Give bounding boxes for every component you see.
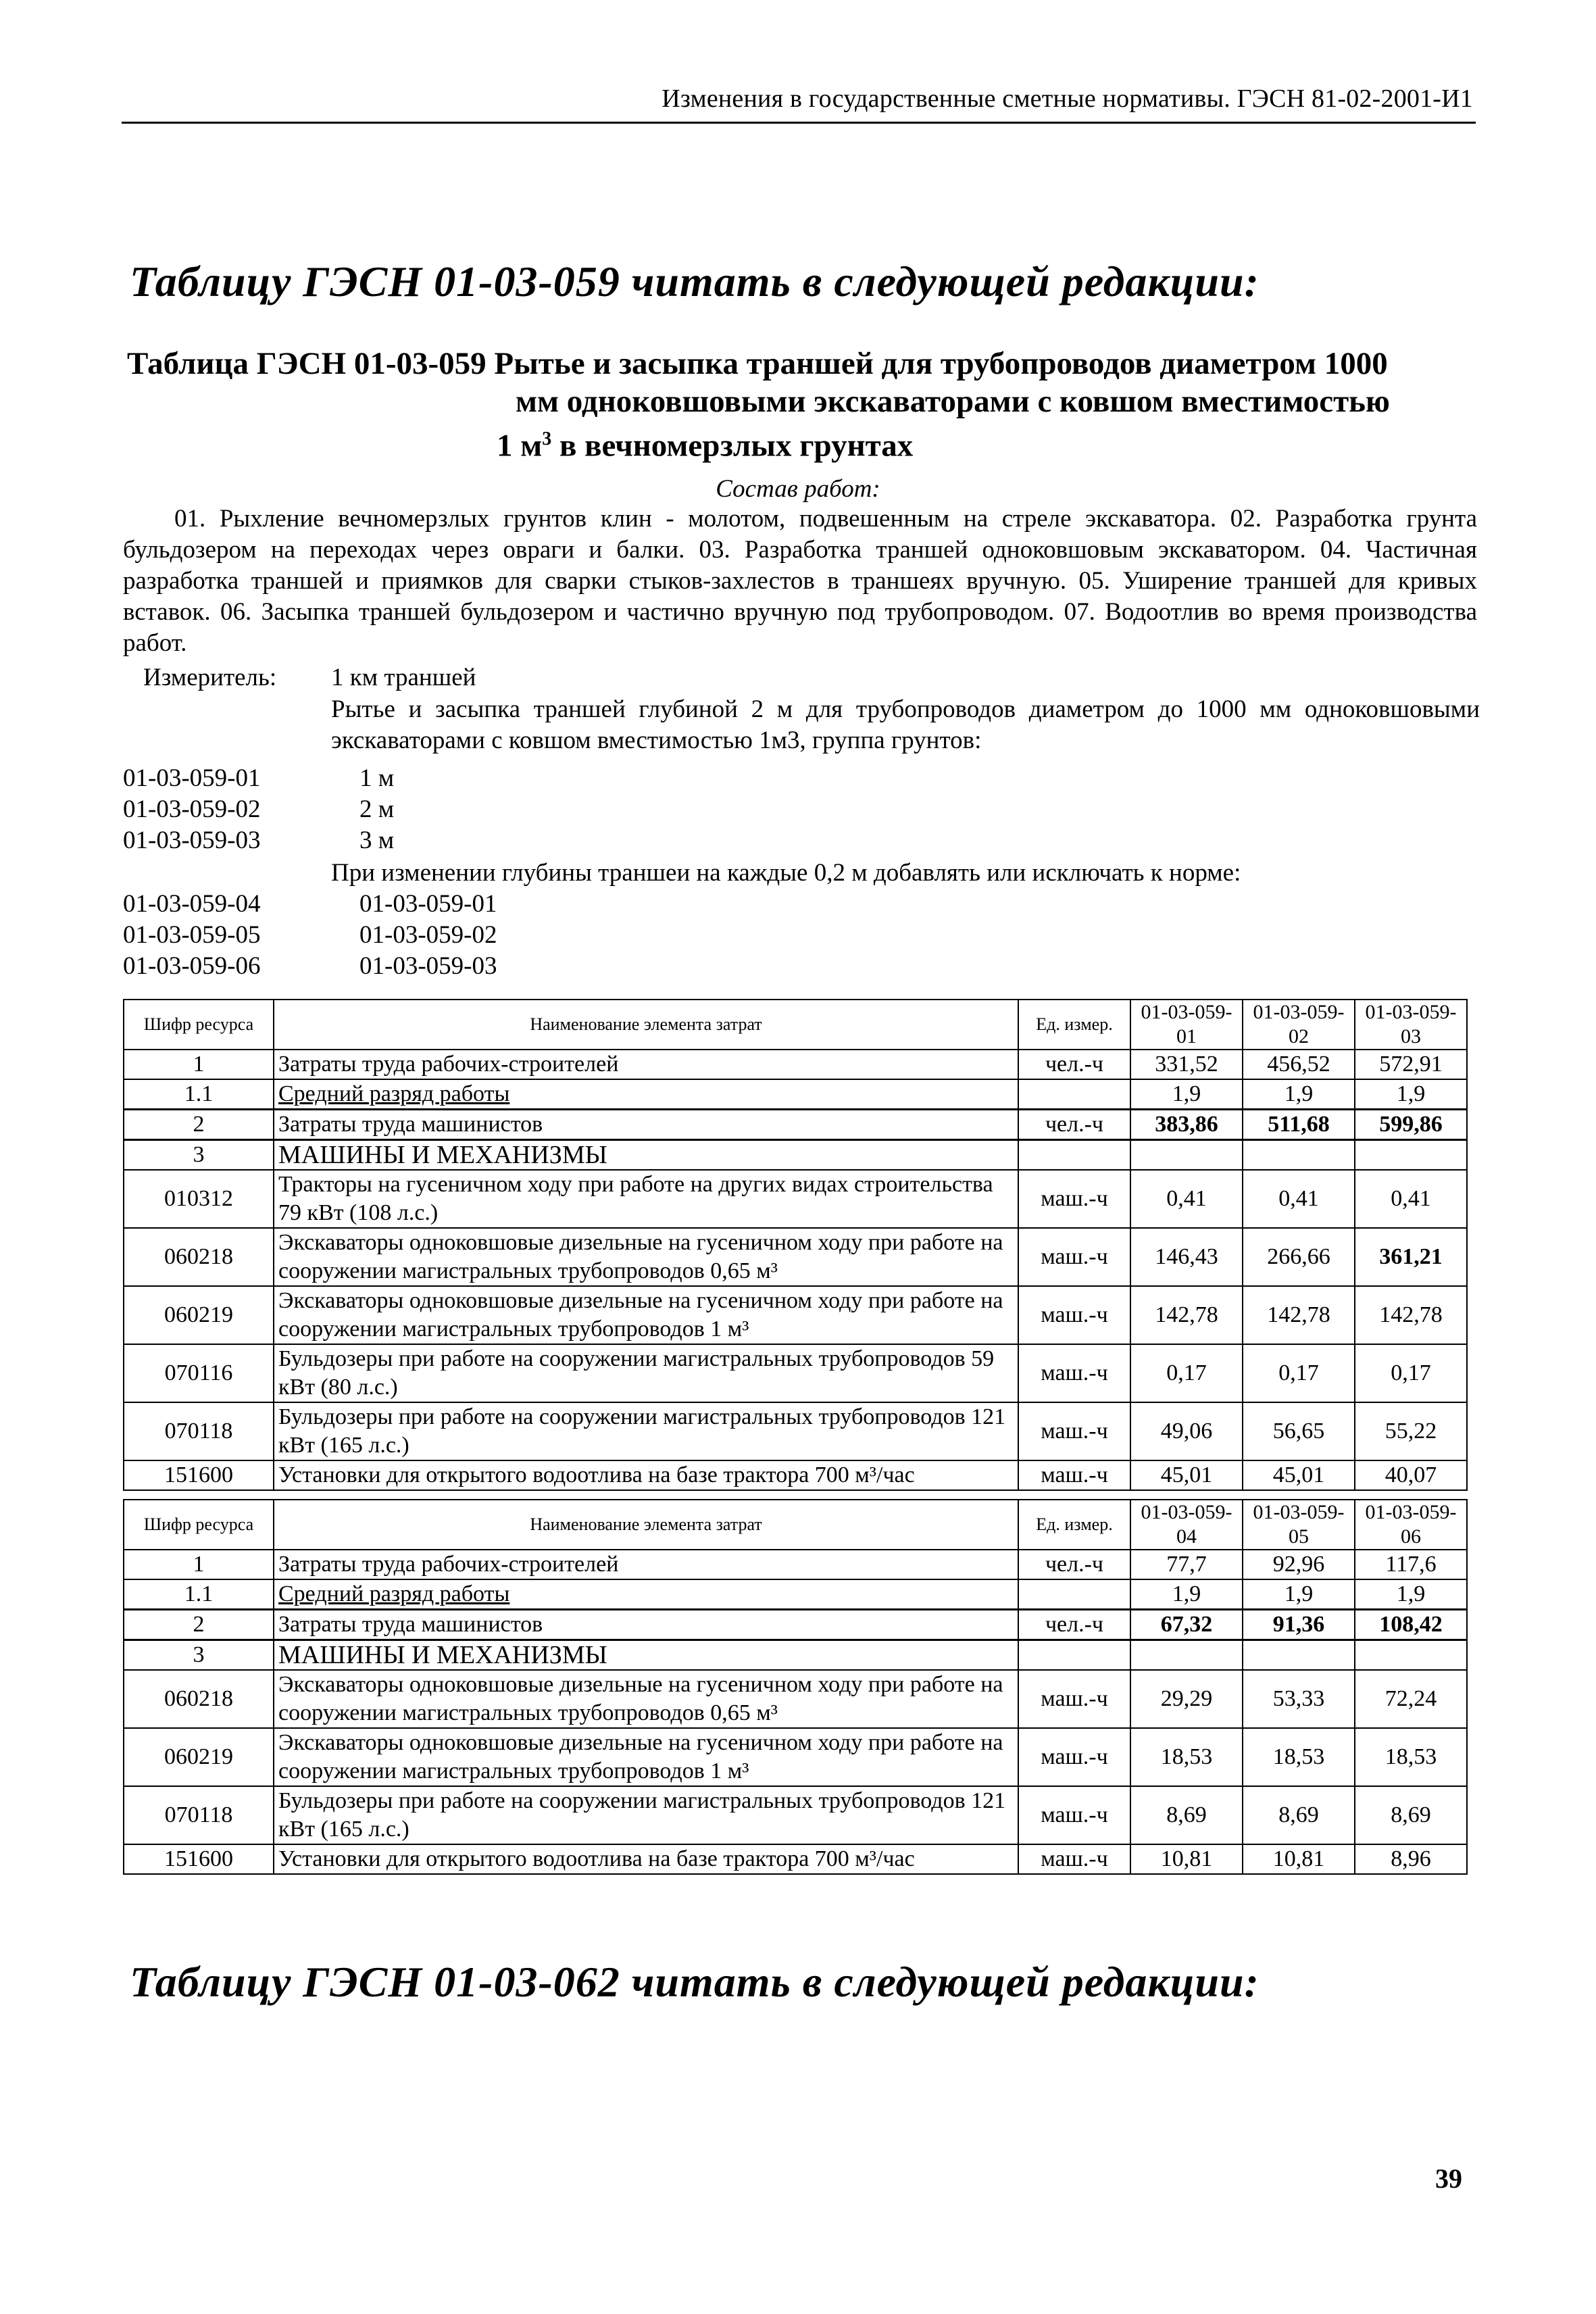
cell-value: 1,9 [1243,1579,1355,1610]
header-unit: Ед. измер. [1018,1000,1130,1050]
table-row [124,1050,1467,1079]
cell-value: 49,06 [1130,1402,1243,1460]
cell-unit: маш.-ч [1018,1728,1130,1786]
table-row [124,1640,1467,1671]
cell-unit: маш.-ч [1018,1286,1130,1344]
cell-name: Затраты труда машинистов [274,1610,1018,1640]
cell-unit [1018,1079,1130,1110]
header-unit: Ед. измер. [1018,1500,1130,1550]
cell-value: 53,33 [1243,1670,1355,1728]
cell-unit: маш.-ч [1018,1460,1130,1490]
cell-unit: чел.-ч [1018,1550,1130,1579]
table-row [124,1402,1467,1460]
depth-code-3: 01-03-059-03 [123,827,261,854]
cell-value: 77,7 [1130,1550,1243,1579]
cell-name: Экскаваторы одноковшовые дизельные на гусеничном ходу при работе на сооружении магистральных трубопроводов 0,65 м³ [274,1228,1018,1286]
table-row [124,1110,1467,1140]
table-row [124,1170,1467,1228]
cell-name: Бульдозеры при работе на сооружении магистральных трубопроводов 121 кВт (165 л.с.) [274,1402,1018,1460]
header-col-3: 01-03-059-06 [1355,1500,1467,1550]
cell-value: 142,78 [1243,1286,1355,1344]
cell-value: 56,65 [1243,1402,1355,1460]
table-title-superscript: 3 [542,428,552,449]
cell-unit: маш.-ч [1018,1228,1130,1286]
table-title-line-2: мм одноковшовыми экскаваторами с ковшом вместимостью [516,384,1390,419]
resource-table-1 [123,999,1468,1491]
table-header-row [124,1500,1467,1550]
cell-unit: маш.-ч [1018,1402,1130,1460]
cell-value: 266,66 [1243,1228,1355,1286]
change-note: При изменении глубины траншеи на каждые 0,2 м добавлять или исключать к норме: [331,859,1241,887]
cell-code: 1.1 [124,1579,274,1610]
work-composition-text [123,503,1477,659]
cell-value: 331,52 [1130,1050,1243,1079]
depth-value-1: 1 м [359,764,395,792]
running-header: Изменения в государственные сметные нормативы. ГЭСН 81-02-2001-И1 [662,84,1473,113]
cell-value: 456,52 [1243,1050,1355,1079]
cell-name: Средний разряд работы [274,1079,1018,1110]
cell-code: 070116 [124,1344,274,1402]
header-name: Наименование элемента затрат [274,1000,1018,1050]
cell-code: 010312 [124,1170,274,1228]
cell-value: 18,53 [1243,1728,1355,1786]
depth-value-2: 2 м [359,795,395,823]
table-row [124,1344,1467,1402]
cell-value: 0,41 [1355,1170,1467,1228]
cell-value: 361,21 [1355,1228,1467,1286]
cell-name: Бульдозеры при работе на сооружении магистральных трубопроводов 121 кВт (165 л.с.) [274,1786,1018,1844]
table-row [124,1550,1467,1579]
cell-code: 1 [124,1050,274,1079]
header-col-2: 01-03-059-05 [1243,1500,1355,1550]
cell-code: 3 [124,1640,274,1671]
cell-code: 2 [124,1110,274,1140]
cell-unit: маш.-ч [1018,1344,1130,1402]
table-row [124,1140,1467,1171]
cell-value: 117,6 [1355,1550,1467,1579]
cell-value [1355,1640,1467,1671]
cell-value [1243,1140,1355,1171]
header-col-3: 01-03-059-03 [1355,1000,1467,1050]
cell-code: 060219 [124,1286,274,1344]
cell-value: 0,17 [1130,1344,1243,1402]
cell-value: 1,9 [1130,1579,1243,1610]
change-code-3: 01-03-059-06 [123,952,261,980]
table-title-line-3-suffix: в вечномерзлых грунтах [551,428,914,464]
cell-value [1130,1140,1243,1171]
cell-value: 1,9 [1355,1579,1467,1610]
depth-code-1: 01-03-059-01 [123,764,261,792]
cell-value: 40,07 [1355,1460,1467,1490]
cell-value: 383,86 [1130,1110,1243,1140]
cell-unit: маш.-ч [1018,1844,1130,1874]
cell-code: 1.1 [124,1079,274,1110]
cell-value [1243,1640,1355,1671]
meter-value: 1 км траншей [331,664,476,691]
cell-code: 151600 [124,1460,274,1490]
cell-value: 0,17 [1355,1344,1467,1402]
cell-value: 10,81 [1130,1844,1243,1874]
cell-unit: маш.-ч [1018,1670,1130,1728]
cell-name: Тракторы на гусеничном ходу при работе на других видах строительства 79 кВт (108 л.с.) [274,1170,1018,1228]
header-col-2: 01-03-059-02 [1243,1000,1355,1050]
cell-unit [1018,1579,1130,1610]
cell-code: 060219 [124,1728,274,1786]
table-title-line-1: Таблица ГЭСН 01-03-059 Рытье и засыпка траншей для трубопроводов диаметром 1000 [127,346,1388,381]
cell-value: 1,9 [1243,1079,1355,1110]
cell-value: 0,41 [1243,1170,1355,1228]
table-row [124,1579,1467,1610]
cell-value: 72,24 [1355,1670,1467,1728]
table-title-line-3-prefix: 1 м [497,428,543,464]
cell-value: 142,78 [1130,1286,1243,1344]
cell-value: 45,01 [1243,1460,1355,1490]
cell-code: 3 [124,1140,274,1171]
header-name: Наименование элемента затрат [274,1500,1018,1550]
table-row [124,1079,1467,1110]
edition-heading-1: Таблицу ГЭСН 01-03-059 читать в следующей редакции: [130,257,1260,305]
cell-value: 8,69 [1130,1786,1243,1844]
cell-name: Экскаваторы одноковшовые дизельные на гусеничном ходу при работе на сооружении магистральных трубопроводов 1 м³ [274,1286,1018,1344]
cell-unit [1018,1140,1130,1171]
cell-value: 1,9 [1130,1079,1243,1110]
cell-name: Установки для открытого водоотлива на базе трактора 700 м³/час [274,1460,1018,1490]
header-code: Шифр ресурса [124,1000,274,1050]
cell-value: 55,22 [1355,1402,1467,1460]
cell-value: 511,68 [1243,1110,1355,1140]
cell-section-title: МАШИНЫ И МЕХАНИЗМЫ [274,1140,1018,1171]
table-header-row [124,1000,1467,1050]
table-row [124,1228,1467,1286]
cell-value: 146,43 [1130,1228,1243,1286]
table-row [124,1460,1467,1490]
cell-code: 070118 [124,1402,274,1460]
cell-unit [1018,1640,1130,1671]
change-value-2: 01-03-059-02 [359,921,497,949]
table-row [124,1786,1467,1844]
header-rule [122,122,1476,124]
change-code-1: 01-03-059-04 [123,890,261,918]
cell-value: 572,91 [1355,1050,1467,1079]
cell-name: Затраты труда рабочих-строителей [274,1550,1018,1579]
cell-unit: чел.-ч [1018,1610,1130,1640]
page-number: 39 [1435,2163,1462,2194]
edition-heading-2: Таблицу ГЭСН 01-03-062 читать в следующей редакции: [130,1958,1260,2006]
cell-value: 67,32 [1130,1610,1243,1640]
cell-code: 060218 [124,1670,274,1728]
cell-value: 142,78 [1355,1286,1467,1344]
cell-value: 29,29 [1130,1670,1243,1728]
cell-name: Экскаваторы одноковшовые дизельные на гусеничном ходу при работе на сооружении магистральных трубопроводов 1 м³ [274,1728,1018,1786]
cell-value: 91,36 [1243,1610,1355,1640]
cell-value: 18,53 [1130,1728,1243,1786]
work-composition-paragraph: 01. Рыхление вечномерзлых грунтов клин - молотом, подвешенным на стреле экскаватора. 02. Разработка грунта бульдозером на переходах через овраги и балки. 03. Разработка траншей одноковшовым экскаватором. 04. Частичная разработка траншей и приямков для сварки стыков-захлестов в траншеях вручную. 05. Уширение траншей для кривых вставок. 06. Засыпка траншей бульдозером и частично вручную под трубопроводом. 07. Водоотлив во время производства работ. [123,505,1477,657]
cell-value: 10,81 [1243,1844,1355,1874]
cell-value: 92,96 [1243,1550,1355,1579]
cell-value: 8,69 [1355,1786,1467,1844]
cell-code: 2 [124,1610,274,1640]
cell-value [1130,1640,1243,1671]
table-title [127,345,1478,465]
cell-value: 18,53 [1355,1728,1467,1786]
change-code-2: 01-03-059-05 [123,921,261,949]
cell-value: 0,41 [1130,1170,1243,1228]
cell-unit: чел.-ч [1018,1050,1130,1079]
cell-value: 0,17 [1243,1344,1355,1402]
change-value-3: 01-03-059-03 [359,952,497,980]
cell-value: 108,42 [1355,1610,1467,1640]
table-row [124,1610,1467,1640]
cell-value [1355,1140,1467,1171]
cell-unit: маш.-ч [1018,1170,1130,1228]
cell-value: 8,69 [1243,1786,1355,1844]
cell-name: Установки для открытого водоотлива на базе трактора 700 м³/час [274,1844,1018,1874]
table-row [124,1844,1467,1874]
cell-name: Затраты труда рабочих-строителей [274,1050,1018,1079]
header-col-1: 01-03-059-04 [1130,1500,1243,1550]
cell-name: Бульдозеры при работе на сооружении магистральных трубопроводов 59 кВт (80 л.с.) [274,1344,1018,1402]
cell-code: 070118 [124,1786,274,1844]
table-title-line-3 [127,420,1478,465]
cell-value: 45,01 [1130,1460,1243,1490]
depth-value-3: 3 м [359,827,395,854]
cell-value: 1,9 [1355,1079,1467,1110]
cell-code: 151600 [124,1844,274,1874]
depth-code-2: 01-03-059-02 [123,795,261,823]
cell-name: Затраты труда машинистов [274,1110,1018,1140]
cell-value: 8,96 [1355,1844,1467,1874]
resource-table-2 [123,1499,1468,1875]
cell-code: 060218 [124,1228,274,1286]
header-code: Шифр ресурса [124,1500,274,1550]
header-col-1: 01-03-059-01 [1130,1000,1243,1050]
cell-code: 1 [124,1550,274,1579]
cell-name: Средний разряд работы [274,1579,1018,1610]
change-value-1: 01-03-059-01 [359,890,497,918]
cell-name: Экскаваторы одноковшовые дизельные на гусеничном ходу при работе на сооружении магистральных трубопроводов 0,65 м³ [274,1670,1018,1728]
cell-value: 599,86 [1355,1110,1467,1140]
table-row [124,1670,1467,1728]
table-row [124,1286,1467,1344]
norm-description: Рытье и засыпка траншей глубиной 2 м для трубопроводов диаметром до 1000 мм одноковшовыми экскаваторами с ковшом вместимостью 1м3, группа грунтов: [331,695,1480,754]
cell-section-title: МАШИНЫ И МЕХАНИЗМЫ [274,1640,1018,1671]
cell-unit: маш.-ч [1018,1786,1130,1844]
composition-label: Состав работ: [716,475,880,503]
table-row [124,1728,1467,1786]
cell-unit: чел.-ч [1018,1110,1130,1140]
meter-label: Измеритель: [143,664,277,691]
